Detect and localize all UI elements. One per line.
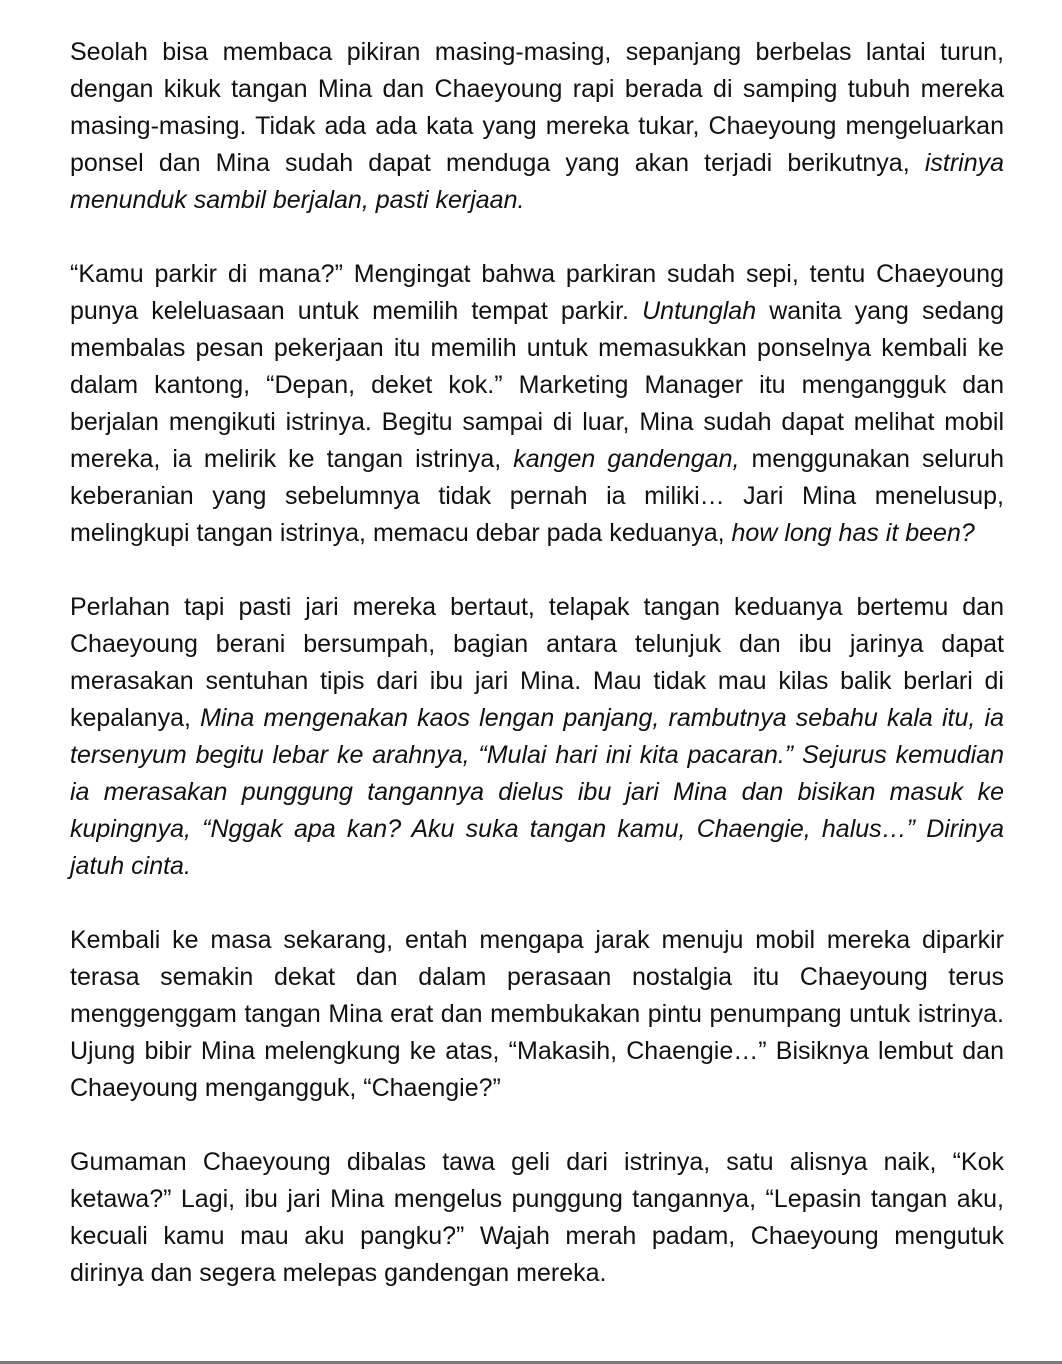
paragraph-4-text: Kembali ke masa sekarang, entah mengapa jarak menuju mobil mereka diparkir terasa semakin dekat dan dalam perasaan nostalgia itu Chaeyoung terus menggenggam tangan Mina erat dan membukakan pintu penumpang untuk istrinya. Ujung bibir Mina melengkung ke atas, “Makasih, Chaengie…” Bisiknya lembut dan Chaeyoung mengangguk, “Chaengie?”: [70, 926, 1004, 1102]
paragraph-1-text: Seolah bisa membaca pikiran masing-masing, sepanjang berbelas lantai turun, dengan kikuk tangan Mina dan Chaeyoung rapi berada di samping tubuh mereka masing-masing. Tidak ada ada kata yang mereka tukar, Chaeyoung mengeluarkan ponsel dan Mina sudah dapat menduga yang akan terjadi berikutnya,: [70, 38, 1004, 177]
paragraph-2-italic: kangen gandengan,: [513, 445, 740, 473]
paragraph-1-italic: istrinya menunduk sambil berjalan, pasti kerjaan.: [70, 149, 1004, 214]
document-body: [70, 34, 1004, 1292]
paragraph-3-italic: Mina mengenakan kaos lengan panjang, rambutnya sebahu kala itu, ia tersenyum begitu lebar ke arahnya, “Mulai hari ini kita pacaran.” Sejurus kemudian ia merasakan punggung tangannya dielus ibu jari Mina dan bisikan masuk ke kupingnya, “Nggak apa kan? Aku suka tangan kamu, Chaengie, halus…” Dirinya jatuh cinta.: [70, 704, 1004, 880]
paragraph-5-text: Gumaman Chaeyoung dibalas tawa geli dari istrinya, satu alisnya naik, “Kok ketawa?” Lagi, ibu jari Mina mengelus punggung tangannya, “Lepasin tangan aku, kecuali kamu mau aku pangku?” Wajah merah padam, Chaeyoung mengutuk dirinya dan segera melepas gandengan mereka.: [70, 1148, 1004, 1287]
paragraph-3-text: Perlahan tapi pasti jari mereka bertaut, telapak tangan keduanya bertemu dan Chaeyoung berani bersumpah, bagian antara telunjuk dan ibu jarinya dapat merasakan sentuhan tipis dari ibu jari Mina. Mau tidak mau kilas balik berlari di kepalanya,: [70, 593, 1004, 732]
paragraph-2-italic: how long has it been?: [731, 519, 975, 547]
paragraph-2-text: menggunakan seluruh keberanian yang sebelumnya tidak pernah ia miliki… Jari Mina menelusup, melingkupi tangan istrinya, memacu debar pada keduanya,: [70, 445, 1004, 547]
paragraph-3: [70, 589, 1004, 885]
paragraph-2-text: “Kamu parkir di mana?” Mengingat bahwa parkiran sudah sepi, tentu Chaeyoung punya keleluasaan untuk memilih tempat parkir.: [70, 260, 1004, 325]
paragraph-5: [70, 1144, 1004, 1292]
paragraph-2-italic: Untunglah: [642, 297, 757, 325]
paragraph-2-text: wanita yang sedang membalas pesan pekerjaan itu memilih untuk memasukkan ponselnya kembali ke dalam kantong, “Depan, deket kok.” Marketing Manager itu mengangguk dan berjalan mengikuti istrinya. Begitu sampai di luar, Mina sudah dapat melihat mobil mereka, ia melirik ke tangan istrinya,: [70, 297, 1004, 473]
paragraph-4: [70, 922, 1004, 1107]
paragraph-2: [70, 256, 1004, 552]
paragraph-1: [70, 34, 1004, 219]
